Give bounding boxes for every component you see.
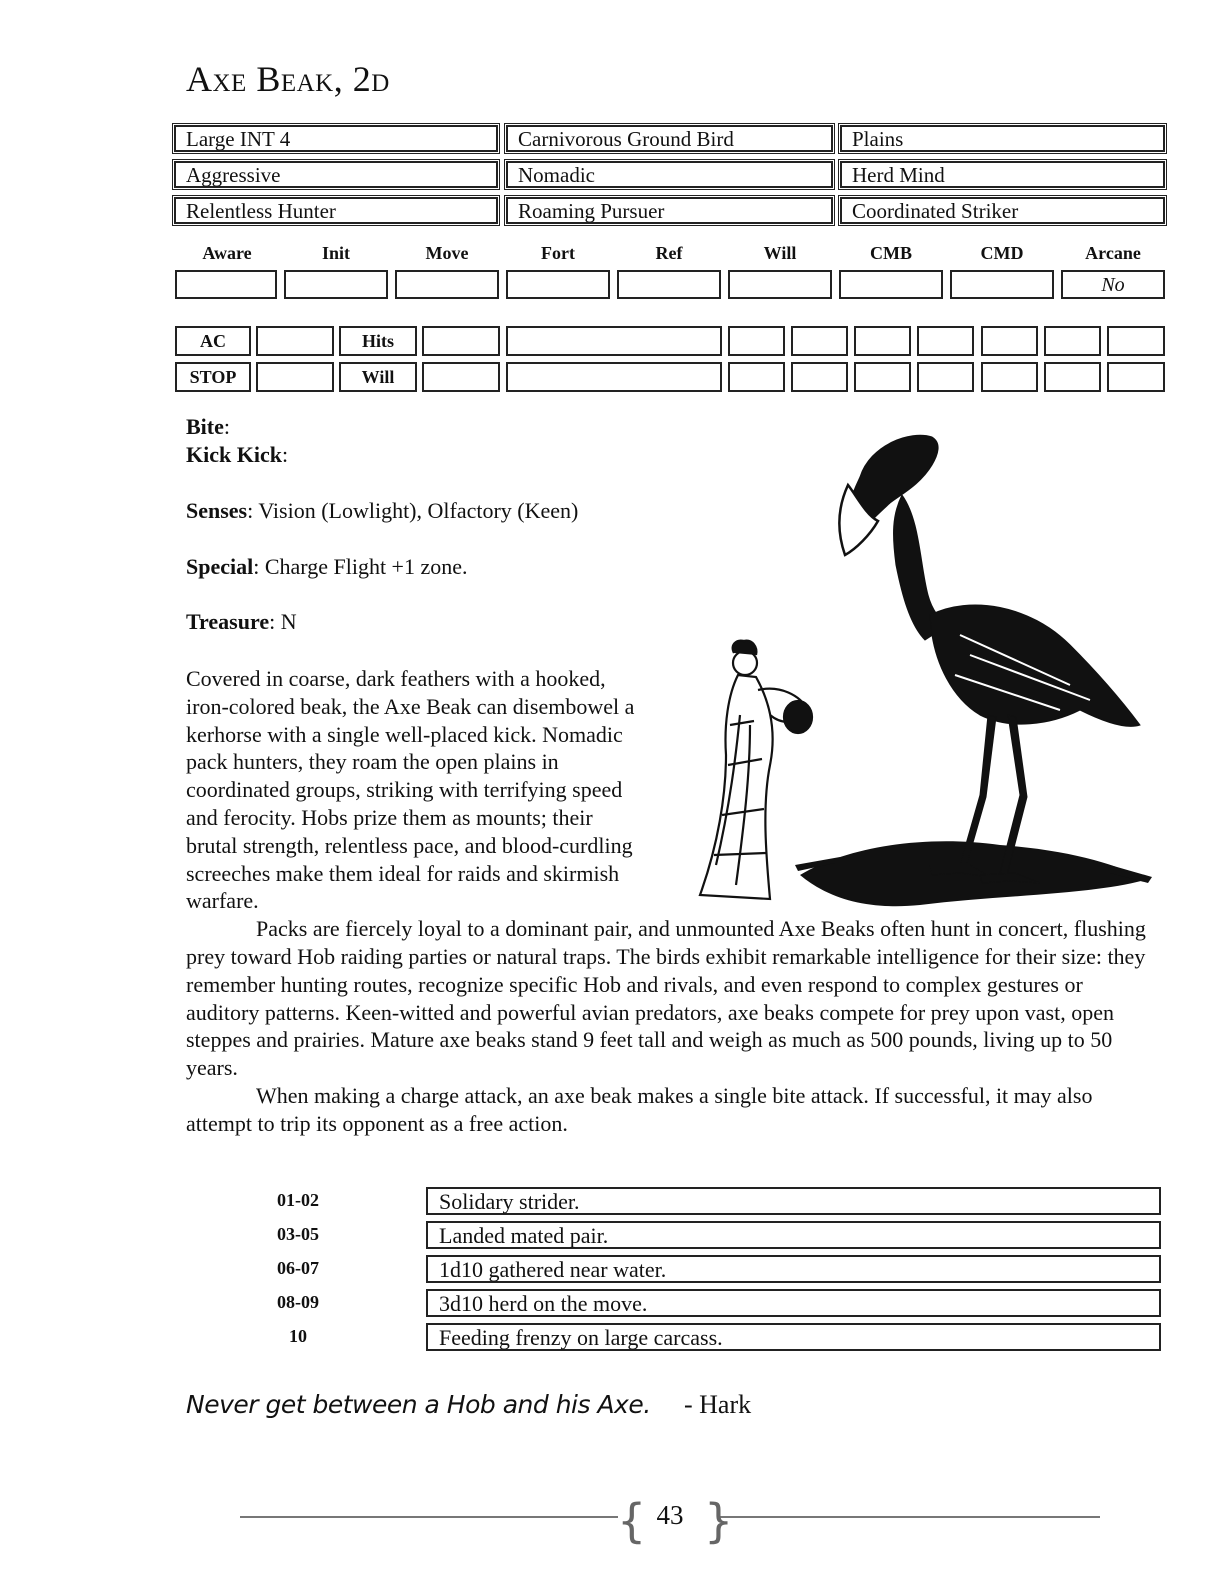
- will-track-wide: [506, 362, 722, 392]
- stat-value-arcane: No: [1061, 270, 1165, 299]
- senses-text: : Vision (Lowlight), Olfactory (Keen): [247, 498, 579, 523]
- stat-header-fort: Fort: [541, 243, 575, 263]
- quote-author: - Hark: [684, 1390, 752, 1419]
- encounter-text-4: 3d10 herd on the move.: [426, 1289, 1161, 1317]
- treasure-label: Treasure: [186, 609, 270, 634]
- footer-bracket-right-icon: }: [704, 1494, 734, 1548]
- description-para-1: Covered in coarse, dark feathers with a hooked, iron-colored beak, the Axe Beak can disembowel a kerhorse with a single well-placed kick. Nomadic pack hunters, they roam the open plains in coordinated groups, striking with terrifying speed and ferocity. Hobs prize them as mounts; their brutal strength, relentless pace, and blood-curdling screeches make them ideal for raids and skirmish warfare.: [186, 666, 635, 914]
- description-para-2: Packs are fiercely loyal to a dominant pair, and unmounted Axe Beaks often hunt in concert, flushing prey toward Hob raiding parties or natural traps. The birds exhibit remarkable intelligence for their size: they remember hunting routes, recognize specific Hob and rivals, and even respond to complex gestures or auditory patterns. Keen-witted and powerful avian predators, axe beaks compete for prey upon vast, open steppes and prairies. Mature axe beaks stand 9 feet tall and weigh as much as 500 pounds, living up to 50 years.: [186, 916, 1146, 1081]
- stat-value-will: [728, 270, 832, 299]
- ac-label: AC: [175, 326, 251, 356]
- tag-trait-1: Relentless Hunter: [174, 197, 498, 224]
- bite-label: Bite: [186, 414, 224, 439]
- special-label: Special: [186, 554, 254, 579]
- will-track-3: [854, 362, 911, 392]
- encounter-roll-5: 10: [289, 1326, 307, 1346]
- stat-header-ref: Ref: [655, 243, 683, 263]
- encounter-roll-4: 08-09: [277, 1292, 319, 1312]
- ac-value-box: [256, 326, 334, 356]
- will-track-1: [728, 362, 785, 392]
- stat-header-arcane: Arcane: [1085, 243, 1141, 263]
- hits-track-4: [917, 326, 974, 356]
- tag-type: Carnivorous Ground Bird: [506, 125, 833, 152]
- stat-value-fort: [506, 270, 610, 299]
- hits-label: Hits: [339, 326, 417, 356]
- description-body: [186, 665, 1146, 1138]
- tag-trait-3: Coordinated Striker: [840, 197, 1165, 224]
- stop-value-box: [256, 362, 334, 392]
- tag-habitat: Plains: [840, 125, 1165, 152]
- encounter-text-2: Landed mated pair.: [426, 1221, 1161, 1249]
- stat-value-aware: [175, 270, 277, 299]
- page-number: 43: [656, 1500, 684, 1530]
- stat-value-ref: [617, 270, 721, 299]
- will-value-box: [422, 362, 500, 392]
- will-track-6: [1044, 362, 1101, 392]
- quote-text: Never get between a Hob and his Axe.: [186, 1390, 651, 1419]
- stat-header-will: Will: [763, 243, 797, 263]
- tag-lifestyle: Nomadic: [506, 161, 833, 188]
- encounter-roll-3: 06-07: [277, 1258, 319, 1278]
- tag-trait-2: Roaming Pursuer: [506, 197, 833, 224]
- tag-temperament: Aggressive: [174, 161, 498, 188]
- tag-size-int: Large INT 4: [174, 125, 498, 152]
- tag-mind: Herd Mind: [840, 161, 1165, 188]
- senses-label: Senses: [186, 498, 248, 523]
- stat-value-cmb: [839, 270, 943, 299]
- senses-line: [186, 498, 578, 524]
- hits-track-7: [1107, 326, 1165, 356]
- hits-track-wide: [506, 326, 722, 356]
- will-track-2: [791, 362, 848, 392]
- stat-value-cmd: [950, 270, 1054, 299]
- bite-attack: Bite:: [186, 414, 231, 439]
- stat-header-cmd: CMD: [980, 243, 1024, 263]
- hits-track-3: [854, 326, 911, 356]
- will-track-5: [981, 362, 1038, 392]
- hits-track-1: [728, 326, 785, 356]
- hits-track-2: [791, 326, 848, 356]
- encounter-text-5: Feeding frenzy on large carcass.: [426, 1323, 1161, 1351]
- treasure-text: : N: [269, 609, 297, 634]
- stat-value-init: [284, 270, 388, 299]
- will-track-4: [917, 362, 974, 392]
- hits-value-box: [422, 326, 500, 356]
- kick-label: Kick Kick: [186, 442, 282, 467]
- stat-header-init: Init: [321, 243, 350, 263]
- special-line: [186, 554, 468, 580]
- stat-header-move: Move: [425, 243, 469, 263]
- page-title: Axe Beak, 2d: [186, 59, 390, 99]
- hits-track-5: [981, 326, 1038, 356]
- encounter-roll-2: 03-05: [277, 1224, 319, 1244]
- special-text: : Charge Flight +1 zone.: [253, 554, 468, 579]
- stop-label: STOP: [175, 362, 251, 392]
- stat-header-aware: Aware: [202, 243, 252, 263]
- description-para-3: When making a charge attack, an axe beak makes a single bite attack. If successful, it may also attempt to trip its opponent as a free action.: [186, 1082, 1093, 1136]
- stat-header-cmb: CMB: [870, 243, 912, 263]
- hits-track-6: [1044, 326, 1101, 356]
- stat-value-move: [395, 270, 499, 299]
- encounter-roll-1: 01-02: [277, 1190, 319, 1210]
- encounter-text-3: 1d10 gathered near water.: [426, 1255, 1161, 1283]
- footer-rule-right: [718, 1516, 1100, 1518]
- treasure-line: [186, 609, 297, 635]
- footer-bracket-left-icon: {: [617, 1494, 647, 1548]
- kick-attack: Kick Kick:: [186, 442, 289, 467]
- will-label: Will: [339, 362, 417, 392]
- footer-rule-left: [240, 1516, 618, 1518]
- will-track-7: [1107, 362, 1165, 392]
- encounter-text-1: Solidary strider.: [426, 1187, 1161, 1215]
